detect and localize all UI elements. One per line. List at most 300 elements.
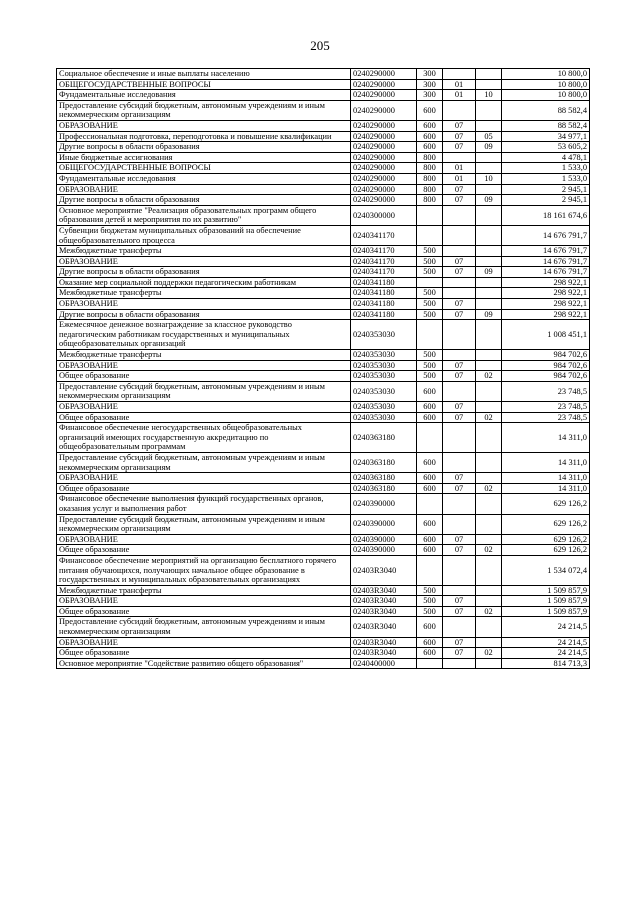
row-expense-type-cell: 600 [417, 452, 443, 472]
row-target-code-cell: 0240341170 [351, 256, 417, 267]
row-amount-cell: 14 676 791,7 [502, 225, 590, 245]
row-name-cell: Межбюджетные трансферты [57, 585, 351, 596]
row-subsection-cell: 02 [476, 606, 502, 617]
row-amount-cell: 24 214,5 [502, 648, 590, 659]
row-name-cell: ОБРАЗОВАНИЕ [57, 534, 351, 545]
row-name-cell: Общее образование [57, 545, 351, 556]
row-subsection-cell: 05 [476, 131, 502, 142]
row-expense-type-cell [417, 205, 443, 225]
row-name-cell: Оказание мер социальной поддержки педагогическим работникам [57, 277, 351, 288]
row-expense-type-cell: 600 [417, 402, 443, 413]
row-name-cell: ОБРАЗОВАНИЕ [57, 256, 351, 267]
table-row [57, 350, 590, 361]
row-subsection-cell: 10 [476, 90, 502, 101]
row-target-code-cell: 0240353030 [351, 381, 417, 401]
row-section-cell [443, 277, 476, 288]
row-expense-type-cell: 600 [417, 617, 443, 637]
row-name-cell: Финансовое обеспечение негосударственных общеобразовательных организаций имеющих государственную аккредитацию по общеобразовательным программам [57, 423, 351, 453]
row-subsection-cell: 09 [476, 267, 502, 278]
table-row [57, 256, 590, 267]
row-section-cell [443, 381, 476, 401]
row-target-code-cell: 0240363180 [351, 483, 417, 494]
row-section-cell [443, 617, 476, 637]
table-row [57, 648, 590, 659]
table-row [57, 423, 590, 453]
row-section-cell [443, 320, 476, 350]
row-subsection-cell [476, 585, 502, 596]
row-target-code-cell: 02403R3040 [351, 555, 417, 585]
row-subsection-cell [476, 350, 502, 361]
row-expense-type-cell: 500 [417, 585, 443, 596]
row-amount-cell: 88 582,4 [502, 120, 590, 131]
row-expense-type-cell: 500 [417, 606, 443, 617]
table-row [57, 142, 590, 153]
row-name-cell: Основное мероприятие "Содействие развитию общего образования" [57, 658, 351, 669]
row-section-cell: 07 [443, 371, 476, 382]
row-name-cell: Межбюджетные трансферты [57, 350, 351, 361]
row-expense-type-cell: 500 [417, 246, 443, 257]
row-section-cell: 07 [443, 184, 476, 195]
row-expense-type-cell: 600 [417, 412, 443, 423]
row-expense-type-cell: 800 [417, 173, 443, 184]
row-target-code-cell: 0240341170 [351, 267, 417, 278]
table-row [57, 205, 590, 225]
row-section-cell: 07 [443, 534, 476, 545]
row-amount-cell: 14 676 791,7 [502, 267, 590, 278]
row-target-code-cell: 0240341180 [351, 288, 417, 299]
row-target-code-cell: 0240290000 [351, 100, 417, 120]
budget-table-body [57, 69, 590, 669]
row-name-cell: Общее образование [57, 648, 351, 659]
row-subsection-cell [476, 637, 502, 648]
row-name-cell: Общее образование [57, 483, 351, 494]
table-row [57, 152, 590, 163]
row-amount-cell: 23 748,5 [502, 412, 590, 423]
row-target-code-cell: 02403R3040 [351, 606, 417, 617]
table-row [57, 131, 590, 142]
row-section-cell [443, 350, 476, 361]
row-expense-type-cell: 800 [417, 184, 443, 195]
row-subsection-cell [476, 596, 502, 607]
row-name-cell: ОБРАЗОВАНИЕ [57, 473, 351, 484]
row-expense-type-cell: 300 [417, 69, 443, 80]
row-expense-type-cell: 500 [417, 350, 443, 361]
table-row [57, 225, 590, 245]
row-name-cell: Основное мероприятие "Реализация образовательных программ общего образования детей и мероприятия по их развитию" [57, 205, 351, 225]
row-subsection-cell: 09 [476, 195, 502, 206]
row-section-cell: 07 [443, 483, 476, 494]
row-section-cell [443, 494, 476, 514]
table-row [57, 534, 590, 545]
row-subsection-cell: 02 [476, 371, 502, 382]
row-section-cell: 07 [443, 267, 476, 278]
row-name-cell: Предоставление субсидий бюджетным, автономным учреждениям и иным некоммерческим организациям [57, 100, 351, 120]
table-row [57, 658, 590, 669]
row-section-cell [443, 69, 476, 80]
table-row [57, 483, 590, 494]
table-row [57, 606, 590, 617]
row-section-cell [443, 452, 476, 472]
row-target-code-cell: 02403R3040 [351, 596, 417, 607]
row-name-cell: ОБРАЗОВАНИЕ [57, 360, 351, 371]
row-amount-cell: 88 582,4 [502, 100, 590, 120]
row-target-code-cell: 0240290000 [351, 163, 417, 174]
row-section-cell: 01 [443, 79, 476, 90]
row-expense-type-cell: 800 [417, 163, 443, 174]
row-target-code-cell: 0240353030 [351, 412, 417, 423]
row-target-code-cell: 0240341170 [351, 225, 417, 245]
row-name-cell: ОБРАЗОВАНИЕ [57, 596, 351, 607]
row-amount-cell: 4 478,1 [502, 152, 590, 163]
row-amount-cell: 23 748,5 [502, 402, 590, 413]
row-expense-type-cell [417, 225, 443, 245]
row-expense-type-cell: 500 [417, 256, 443, 267]
row-amount-cell: 298 922,1 [502, 288, 590, 299]
row-expense-type-cell: 600 [417, 514, 443, 534]
row-expense-type-cell: 600 [417, 131, 443, 142]
row-amount-cell: 2 945,1 [502, 184, 590, 195]
row-section-cell [443, 205, 476, 225]
row-expense-type-cell: 500 [417, 299, 443, 310]
row-subsection-cell [476, 163, 502, 174]
row-expense-type-cell: 600 [417, 100, 443, 120]
table-row [57, 299, 590, 310]
row-name-cell: Другие вопросы в области образования [57, 195, 351, 206]
row-section-cell [443, 585, 476, 596]
row-section-cell: 07 [443, 606, 476, 617]
row-section-cell: 01 [443, 163, 476, 174]
row-name-cell: Межбюджетные трансферты [57, 246, 351, 257]
row-subsection-cell [476, 534, 502, 545]
row-amount-cell: 1 509 857,9 [502, 596, 590, 607]
row-subsection-cell [476, 225, 502, 245]
row-amount-cell: 23 748,5 [502, 381, 590, 401]
table-row [57, 371, 590, 382]
row-expense-type-cell: 600 [417, 120, 443, 131]
row-subsection-cell [476, 184, 502, 195]
row-subsection-cell [476, 360, 502, 371]
row-target-code-cell: 0240290000 [351, 90, 417, 101]
row-name-cell: Фундаментальные исследования [57, 173, 351, 184]
row-name-cell: Предоставление субсидий бюджетным, автономным учреждениям и иным некоммерческим организациям [57, 514, 351, 534]
row-subsection-cell [476, 100, 502, 120]
row-subsection-cell: 02 [476, 648, 502, 659]
row-target-code-cell: 0240290000 [351, 120, 417, 131]
row-section-cell: 07 [443, 360, 476, 371]
row-target-code-cell: 0240390000 [351, 494, 417, 514]
row-target-code-cell: 0240290000 [351, 131, 417, 142]
row-target-code-cell: 0240363180 [351, 452, 417, 472]
table-row [57, 412, 590, 423]
row-subsection-cell: 02 [476, 483, 502, 494]
table-row [57, 514, 590, 534]
row-subsection-cell [476, 69, 502, 80]
row-target-code-cell: 02403R3040 [351, 617, 417, 637]
row-amount-cell: 629 126,2 [502, 534, 590, 545]
row-expense-type-cell [417, 277, 443, 288]
row-name-cell: Фундаментальные исследования [57, 90, 351, 101]
table-row [57, 555, 590, 585]
row-expense-type-cell: 600 [417, 142, 443, 153]
table-row [57, 184, 590, 195]
row-amount-cell: 18 161 674,6 [502, 205, 590, 225]
row-target-code-cell: 0240341180 [351, 309, 417, 320]
row-amount-cell: 14 311,0 [502, 423, 590, 453]
row-subsection-cell [476, 120, 502, 131]
row-expense-type-cell [417, 320, 443, 350]
row-name-cell: Межбюджетные трансферты [57, 288, 351, 299]
row-expense-type-cell: 500 [417, 596, 443, 607]
row-subsection-cell [476, 152, 502, 163]
row-amount-cell: 14 676 791,7 [502, 256, 590, 267]
table-row [57, 163, 590, 174]
table-row [57, 90, 590, 101]
table-row [57, 173, 590, 184]
row-name-cell: Субвенции бюджетам муниципальных образований на обеспечение общеобразовательного процесса [57, 225, 351, 245]
table-row [57, 309, 590, 320]
row-section-cell: 01 [443, 90, 476, 101]
table-row [57, 100, 590, 120]
row-section-cell [443, 100, 476, 120]
row-amount-cell: 1 509 857,9 [502, 585, 590, 596]
row-amount-cell: 14 311,0 [502, 473, 590, 484]
row-subsection-cell [476, 494, 502, 514]
row-section-cell: 07 [443, 473, 476, 484]
table-row [57, 596, 590, 607]
row-expense-type-cell: 500 [417, 267, 443, 278]
row-amount-cell: 298 922,1 [502, 309, 590, 320]
row-subsection-cell [476, 205, 502, 225]
budget-table [56, 68, 590, 669]
row-subsection-cell [476, 288, 502, 299]
row-target-code-cell: 0240353030 [351, 402, 417, 413]
row-section-cell: 07 [443, 637, 476, 648]
row-name-cell: ОБРАЗОВАНИЕ [57, 184, 351, 195]
row-expense-type-cell [417, 494, 443, 514]
row-expense-type-cell: 300 [417, 90, 443, 101]
row-amount-cell: 814 713,3 [502, 658, 590, 669]
row-target-code-cell: 02403R3040 [351, 585, 417, 596]
row-target-code-cell: 0240353030 [351, 360, 417, 371]
row-subsection-cell [476, 381, 502, 401]
row-amount-cell: 629 126,2 [502, 494, 590, 514]
row-target-code-cell: 0240353030 [351, 350, 417, 361]
row-name-cell: Профессиональная подготовка, переподготовка и повышение квалификации [57, 131, 351, 142]
row-section-cell: 07 [443, 142, 476, 153]
row-expense-type-cell [417, 658, 443, 669]
row-name-cell: ОБРАЗОВАНИЕ [57, 120, 351, 131]
table-row [57, 246, 590, 257]
table-row [57, 267, 590, 278]
table-row [57, 637, 590, 648]
row-name-cell: Общее образование [57, 412, 351, 423]
row-amount-cell: 10 800,0 [502, 79, 590, 90]
row-target-code-cell: 0240290000 [351, 79, 417, 90]
row-name-cell: ОБРАЗОВАНИЕ [57, 637, 351, 648]
row-subsection-cell: 02 [476, 412, 502, 423]
table-row [57, 585, 590, 596]
row-amount-cell: 984 702,6 [502, 350, 590, 361]
row-section-cell [443, 514, 476, 534]
row-subsection-cell: 09 [476, 142, 502, 153]
row-target-code-cell: 02403R3040 [351, 648, 417, 659]
row-amount-cell: 629 126,2 [502, 545, 590, 556]
row-target-code-cell: 0240400000 [351, 658, 417, 669]
row-subsection-cell [476, 256, 502, 267]
row-section-cell: 07 [443, 545, 476, 556]
table-row [57, 381, 590, 401]
row-amount-cell: 1 533,0 [502, 173, 590, 184]
row-name-cell: ОБЩЕГОСУДАРСТВЕННЫЕ ВОПРОСЫ [57, 79, 351, 90]
row-amount-cell: 34 977,1 [502, 131, 590, 142]
table-row [57, 277, 590, 288]
table-row [57, 195, 590, 206]
row-amount-cell: 1 533,0 [502, 163, 590, 174]
row-section-cell: 07 [443, 256, 476, 267]
row-section-cell: 07 [443, 299, 476, 310]
row-subsection-cell [476, 617, 502, 637]
row-amount-cell: 14 676 791,7 [502, 246, 590, 257]
row-subsection-cell [476, 423, 502, 453]
row-amount-cell: 2 945,1 [502, 195, 590, 206]
row-subsection-cell [476, 320, 502, 350]
row-target-code-cell: 0240390000 [351, 534, 417, 545]
table-row [57, 360, 590, 371]
row-target-code-cell: 0240390000 [351, 545, 417, 556]
row-name-cell: Общее образование [57, 606, 351, 617]
table-row [57, 120, 590, 131]
row-target-code-cell: 0240341170 [351, 246, 417, 257]
row-subsection-cell: 02 [476, 545, 502, 556]
row-section-cell: 07 [443, 412, 476, 423]
row-subsection-cell [476, 658, 502, 669]
row-name-cell: Предоставление субсидий бюджетным, автономным учреждениям и иным некоммерческим организациям [57, 381, 351, 401]
row-target-code-cell: 02403R3040 [351, 637, 417, 648]
table-row [57, 452, 590, 472]
row-subsection-cell: 10 [476, 173, 502, 184]
row-section-cell: 07 [443, 309, 476, 320]
row-section-cell [443, 423, 476, 453]
row-subsection-cell [476, 79, 502, 90]
row-amount-cell: 14 311,0 [502, 483, 590, 494]
row-subsection-cell: 09 [476, 309, 502, 320]
row-target-code-cell: 0240290000 [351, 195, 417, 206]
row-amount-cell: 1 534 072,4 [502, 555, 590, 585]
table-row [57, 402, 590, 413]
row-amount-cell: 984 702,6 [502, 360, 590, 371]
row-expense-type-cell: 600 [417, 534, 443, 545]
row-expense-type-cell: 600 [417, 473, 443, 484]
table-row [57, 617, 590, 637]
row-target-code-cell: 0240353030 [351, 371, 417, 382]
row-expense-type-cell: 800 [417, 195, 443, 206]
row-expense-type-cell: 500 [417, 360, 443, 371]
page-number: 205 [310, 38, 330, 53]
row-target-code-cell: 0240290000 [351, 69, 417, 80]
row-amount-cell: 1 008 451,1 [502, 320, 590, 350]
row-amount-cell: 984 702,6 [502, 371, 590, 382]
row-target-code-cell: 0240290000 [351, 152, 417, 163]
row-expense-type-cell [417, 423, 443, 453]
row-expense-type-cell: 500 [417, 371, 443, 382]
row-name-cell: Финансовое обеспечение мероприятий на организацию бесплатного горячего питания обучающихся, получающих начальное общее образование в государственных и муниципальных образовательных организациях [57, 555, 351, 585]
row-section-cell [443, 658, 476, 669]
row-subsection-cell [476, 402, 502, 413]
row-target-code-cell: 0240363180 [351, 423, 417, 453]
row-section-cell: 07 [443, 596, 476, 607]
row-section-cell [443, 288, 476, 299]
row-expense-type-cell: 600 [417, 483, 443, 494]
row-section-cell: 07 [443, 120, 476, 131]
table-row [57, 545, 590, 556]
row-subsection-cell [476, 555, 502, 585]
row-expense-type-cell: 300 [417, 79, 443, 90]
row-expense-type-cell: 600 [417, 381, 443, 401]
row-section-cell: 07 [443, 402, 476, 413]
row-expense-type-cell: 800 [417, 152, 443, 163]
row-target-code-cell: 0240353030 [351, 320, 417, 350]
row-expense-type-cell: 600 [417, 637, 443, 648]
row-name-cell: Предоставление субсидий бюджетным, автономным учреждениям и иным некоммерческим организациям [57, 617, 351, 637]
row-subsection-cell [476, 277, 502, 288]
row-target-code-cell: 0240341180 [351, 299, 417, 310]
row-subsection-cell [476, 246, 502, 257]
row-amount-cell: 14 311,0 [502, 452, 590, 472]
row-target-code-cell: 0240300000 [351, 205, 417, 225]
row-amount-cell: 24 214,5 [502, 637, 590, 648]
row-name-cell: Предоставление субсидий бюджетным, автономным учреждениям и иным некоммерческим организациям [57, 452, 351, 472]
row-expense-type-cell: 500 [417, 288, 443, 299]
row-name-cell: ОБРАЗОВАНИЕ [57, 402, 351, 413]
row-name-cell: Другие вопросы в области образования [57, 267, 351, 278]
table-row [57, 69, 590, 80]
row-section-cell [443, 246, 476, 257]
row-amount-cell: 10 800,0 [502, 69, 590, 80]
row-amount-cell: 298 922,1 [502, 299, 590, 310]
row-section-cell [443, 152, 476, 163]
row-name-cell: Иные бюджетные ассигнования [57, 152, 351, 163]
row-section-cell [443, 555, 476, 585]
row-expense-type-cell: 600 [417, 545, 443, 556]
table-row [57, 79, 590, 90]
table-row [57, 473, 590, 484]
row-section-cell: 07 [443, 131, 476, 142]
row-name-cell: Другие вопросы в области образования [57, 309, 351, 320]
table-row [57, 320, 590, 350]
row-amount-cell: 53 605,2 [502, 142, 590, 153]
row-name-cell: Финансовое обеспечение выполнения функций государственных органов, оказания услуг и выполнения работ [57, 494, 351, 514]
row-expense-type-cell: 500 [417, 309, 443, 320]
row-name-cell: ОБЩЕГОСУДАРСТВЕННЫЕ ВОПРОСЫ [57, 163, 351, 174]
row-section-cell: 07 [443, 648, 476, 659]
row-expense-type-cell: 600 [417, 648, 443, 659]
row-subsection-cell [476, 299, 502, 310]
row-name-cell: Ежемесячное денежное вознаграждение за классное руководство педагогическим работникам государственных и муниципальных общеобразовательных организаций [57, 320, 351, 350]
row-section-cell [443, 225, 476, 245]
row-amount-cell: 24 214,5 [502, 617, 590, 637]
table-row [57, 494, 590, 514]
row-amount-cell: 1 509 857,9 [502, 606, 590, 617]
row-amount-cell: 629 126,2 [502, 514, 590, 534]
row-name-cell: Социальное обеспечение и иные выплаты населению [57, 69, 351, 80]
row-name-cell: Общее образование [57, 371, 351, 382]
row-subsection-cell [476, 452, 502, 472]
row-subsection-cell [476, 473, 502, 484]
table-row [57, 288, 590, 299]
row-target-code-cell: 0240290000 [351, 184, 417, 195]
row-target-code-cell: 0240341180 [351, 277, 417, 288]
row-amount-cell: 298 922,1 [502, 277, 590, 288]
